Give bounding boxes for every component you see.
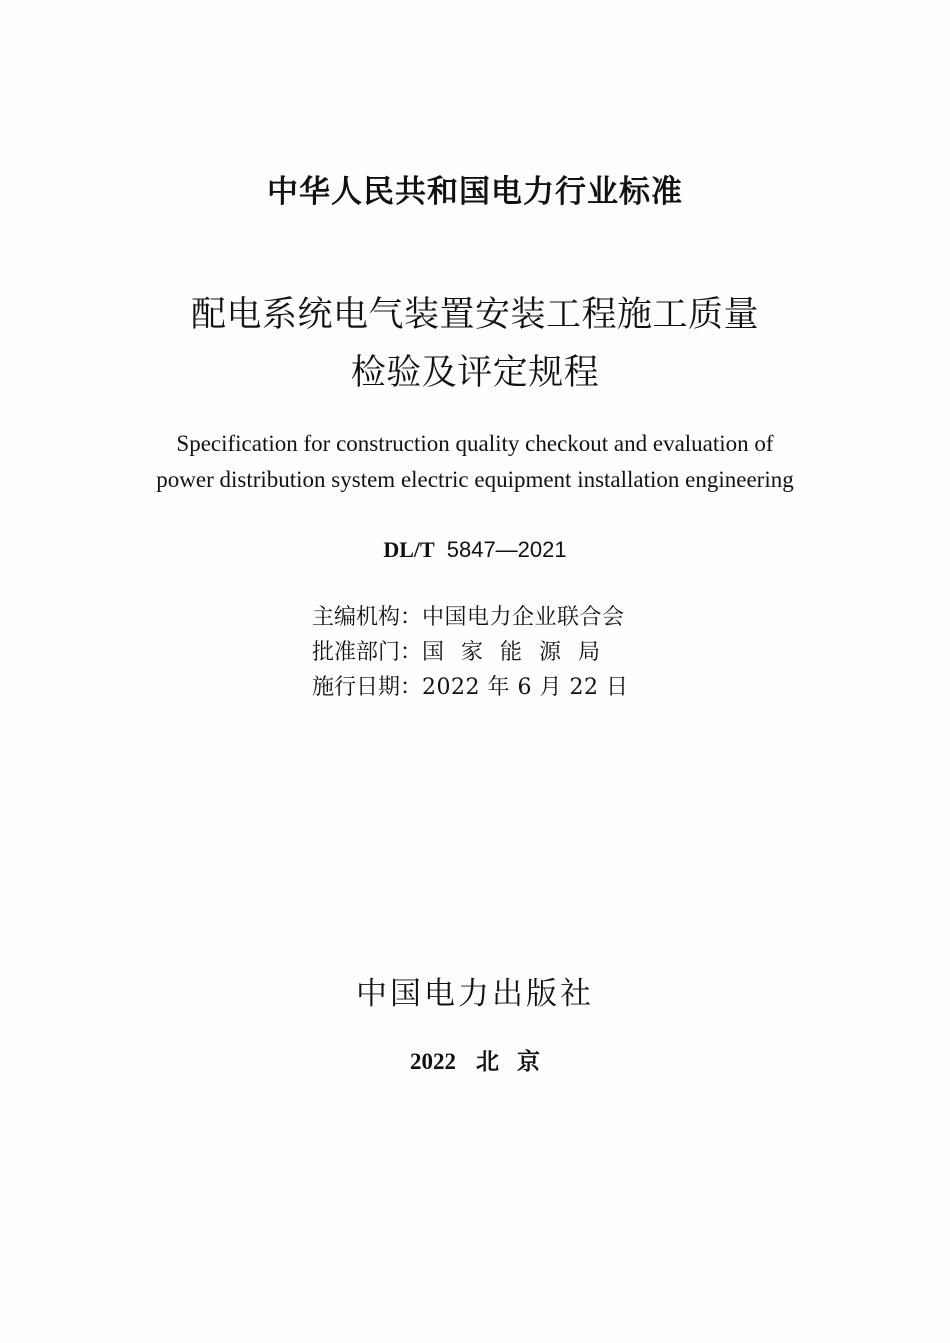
editor-row xyxy=(312,600,628,635)
issuer-heading: 中华人民共和国电力行业标准 xyxy=(267,174,683,210)
approver-value: 国家能源局 xyxy=(422,640,618,665)
effective-date-row xyxy=(312,670,628,705)
english-title-line-2: power distribution system electric equipment installation engineering xyxy=(156,467,794,492)
publication-details xyxy=(312,600,628,705)
chinese-title-line-1: 配电系统电气装置安装工程施工质量 xyxy=(190,295,759,335)
chinese-title-line-2: 检验及评定规程 xyxy=(350,353,600,393)
effective-date-label: 施行日期： xyxy=(312,675,423,700)
standard-code: 5847—2021 xyxy=(446,537,567,562)
english-title-line-1: Specification for construction quality checkout and evaluation of xyxy=(176,431,774,456)
approver-row xyxy=(312,635,628,670)
chinese-title xyxy=(0,286,950,402)
effective-date-value: 2022 年 6 月 22 日 xyxy=(422,675,629,700)
standard-number xyxy=(0,532,950,568)
standard-prefix: DL/T xyxy=(383,537,435,562)
approver-label: 批准部门： xyxy=(312,640,423,665)
imprint-city: 北京 xyxy=(476,1048,558,1075)
imprint-year: 2022 xyxy=(410,1049,456,1074)
english-title xyxy=(0,426,950,498)
editor-label: 主编机构： xyxy=(312,605,423,630)
editor-value: 中国电力企业联合会 xyxy=(422,605,625,630)
imprint-line xyxy=(0,1044,950,1080)
publisher-name: 中国电力出版社 xyxy=(356,976,594,1012)
